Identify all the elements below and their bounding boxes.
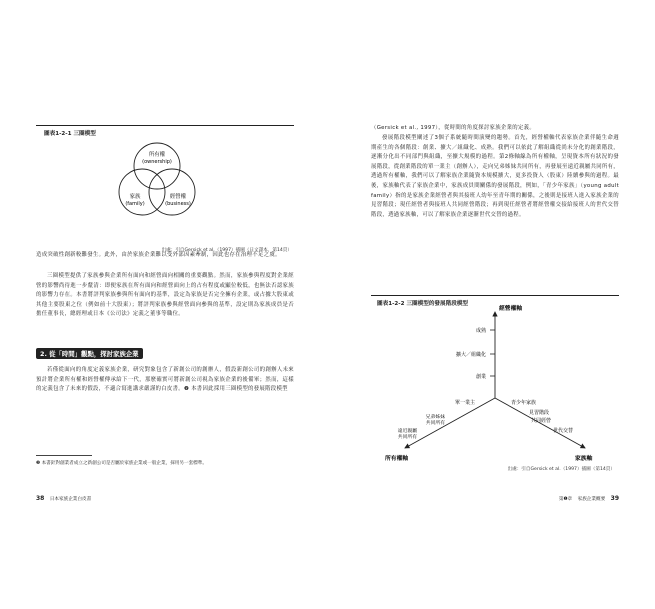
page-number: 38: [36, 495, 45, 502]
stage-succession: 世代交替: [553, 428, 574, 434]
footnote: ❷ 本書針對創業者成立之新創公司是否屬於家族企業或一般企業，採用另一套標準。: [36, 461, 207, 466]
left-page: [0, 0, 327, 609]
axis-family: 家族軸: [575, 456, 593, 462]
left-paragraph-2: 三圈模型提供了家族參與企業所有面向和經營面向相關的重要觀點。然而，家族參與程度對企業經營的影響尚待進一步釐清：即便家族在所有面向和經營面向上的占有程度或顯位較低，也無法否認家族的影響力存在。本書將評判家族參與所有面向的基準，設定為家族是否完全擁有企業，或占據大股東或其他主要股東之位（例如前十大股東）；將評判家族參與經營面向參與的基準，設定則為家族成員是否擔任董事長，總經理或日本《公司法》定義之董事等職位。: [36, 273, 294, 318]
left-paragraph-1: 造成突破性創新較難發生。此外，由於家族企業難以受外部因素牽制，因此也存在治理不足之虞。: [36, 252, 281, 258]
book-title: 日本家族企業白皮書: [49, 497, 92, 502]
business-label: 經營權: [169, 194, 187, 200]
stage-single-owner: 單一業主: [454, 400, 475, 406]
stage-expansion: 擴大／組織化: [455, 352, 486, 358]
stage-co-management: 共同經營: [531, 418, 552, 424]
stage-young-family: 青少年家族: [511, 400, 537, 406]
figure-title: 圖表1-2-1 三圈模型: [44, 131, 96, 137]
stage-siblings-line2: 共同所有: [425, 421, 445, 426]
right-page: [327, 0, 655, 609]
stage-mature: 成熟: [475, 328, 486, 334]
folio-left: [36, 495, 91, 502]
family-en-label: (family): [125, 201, 145, 207]
right-paragraph-1: （Gersick et al., 1997），從時間的角度探討家族企業的定義。: [371, 125, 536, 131]
axis-ownership: 所有權軸: [385, 456, 409, 462]
stage-siblings-line1: 兄弟姊妹: [425, 415, 445, 420]
ownership-label: 所有權: [148, 152, 166, 158]
ownership-en-label: (ownership): [142, 159, 172, 165]
chapter-label: 第❶章: [558, 497, 573, 502]
figure-source: 出處：引自Gersick et al.（1997）插圖（第14頁）: [507, 467, 615, 472]
family-label: 家族: [129, 194, 141, 200]
page-number: 39: [610, 495, 619, 502]
chapter-title: 家族企業概要: [577, 497, 606, 502]
stage-apprentice: 見習階段: [529, 410, 550, 416]
figure-title: 圖表1-2-2 三圈模型的發展階段模型: [377, 301, 468, 307]
stage-relatives-line1: 遠近親屬: [397, 429, 417, 434]
footnote-rule: [36, 455, 92, 456]
figure-source: 出處：引自Gersick et al.（1997）插圖（日文譯本，第14頁）: [161, 248, 292, 253]
figure-1-2-1: [36, 125, 294, 253]
left-paragraph-3: 若僅從面向的角度定義家族企業，研究對象包含了新創公司的創辦人，假設新創公司的創辦人未來預計將企業所有權和經營權傳承給下一代，那麼確實可將新創公司視為家族企業的後備軍；然而，這樣的定義包含了未來的假設，不適合寫進講求嚴謹的白皮書。❷ 本書因此採用三圈模型的發展階段模型: [36, 367, 294, 393]
stage-startup: 創業: [475, 374, 486, 380]
stage-relatives-line2: 共同所有: [397, 435, 417, 440]
figure-1-2-2: [371, 295, 619, 474]
business-en-label: (business): [165, 201, 191, 207]
development-stage-diagram: [371, 298, 619, 470]
folio-right: [559, 495, 619, 502]
right-paragraph-2: 發展階段模型闡述了3個子系統隨時間演變的趨勢。首先，經營權軸代表家族企業伴隨生命週期產生的各個階段：創業、擴大／組織化、成熟。我們可以依此了解組織從尚未分化的創業階段，逐漸分化出不同部門與組織，至擴大規模的過程。第2條軸線為所有權軸，呈現資本所有狀況的發展階段，從創業階段的單一業主（創辦人），走向兄弟姊妹共同所有，再發展至遠近親屬共同所有，透過所有權軸，我們可以了解家族企業隨資本規模擴大，更多投資人（股東）陸續參與的過程。最後，家族軸代表了家族企業中，家族成員間關係的發展階段，例如，「青少年家族」（young adult family）指的是家族企業經營者與其接班人幼年至青年期的關係，之後則是接班人進入家族企業的見習階段；現任經營者與接班人共同經營階段；再到現任經營者將經營權交接給接班人的世代交替階段，透過家族軸，可以了解家族企業逐漸世代交替的過程。: [371, 135, 619, 218]
three-circle-diagram: [36, 130, 294, 240]
axis-business: 經營權軸: [499, 306, 523, 312]
section-heading: 2. 從「時間」觀點，探討家族企業: [36, 348, 143, 359]
